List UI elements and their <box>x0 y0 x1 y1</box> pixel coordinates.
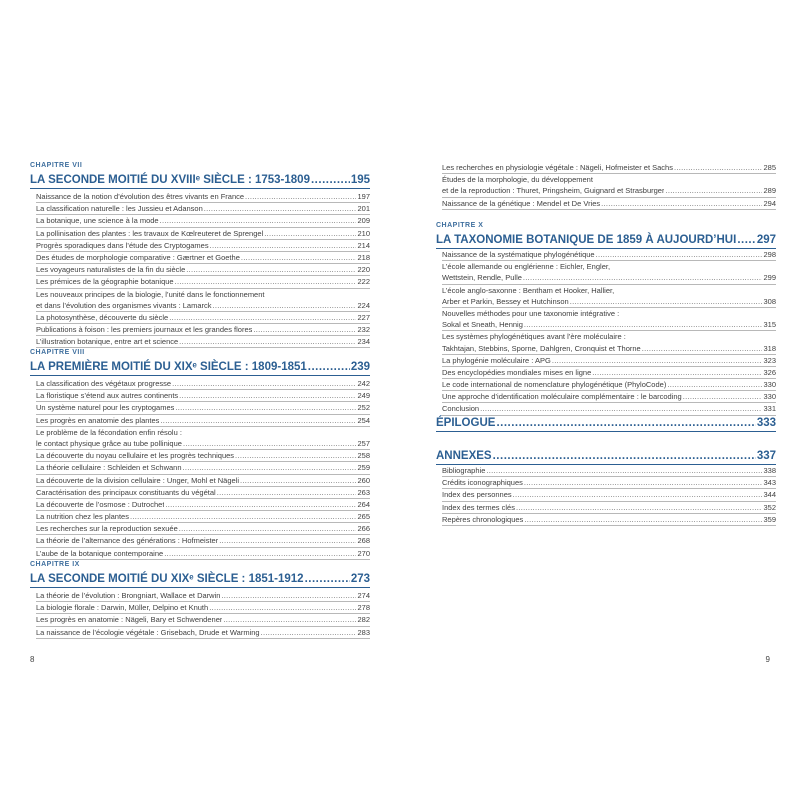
toc-entry-page-number: 285 <box>763 163 776 172</box>
toc-entry-page-number: 201 <box>357 204 370 214</box>
toc-entry[interactable] <box>36 312 370 324</box>
toc-entry-page-number: 274 <box>357 591 370 600</box>
toc-entry-text: L’illustration botanique, entre art et science <box>36 337 179 347</box>
toc-entry-page-number: 270 <box>357 548 370 558</box>
dot-leader <box>219 535 356 546</box>
chapter-title-link[interactable] <box>30 174 370 189</box>
dot-leader <box>305 573 350 585</box>
toc-entry-text: La classification naturelle : les Jussieu et Adanson <box>36 204 203 214</box>
dot-leader <box>674 162 763 173</box>
toc-entry[interactable] <box>36 240 370 252</box>
toc-entry[interactable] <box>442 379 776 391</box>
toc-entry-list <box>442 465 776 526</box>
toc-entry-list <box>36 590 370 639</box>
toc-entry-text: La découverte de l’osmose : Dutrochet <box>36 499 165 509</box>
toc-entry-text: Des encyclopédies mondiales mises en ligne <box>442 367 592 377</box>
dot-leader <box>172 378 356 389</box>
dot-leader <box>245 191 356 202</box>
toc-entry-text: Le problème de la fécondation enfin résolu : <box>36 427 182 437</box>
toc-entry[interactable] <box>36 191 370 203</box>
toc-entry[interactable] <box>36 475 370 487</box>
toc-entry-text: Les recherches en physiologie végétale : Nägeli, Hofmeister et Sachs <box>442 163 673 172</box>
dot-leader <box>683 391 763 402</box>
toc-entry-text: Naissance de la systématique phylogénétique <box>442 250 595 259</box>
toc-entry-page-number: 260 <box>357 475 370 485</box>
toc-entry-page-number: 326 <box>763 367 776 377</box>
toc-entry-page-number: 294 <box>763 198 776 208</box>
dot-leader <box>513 489 763 500</box>
dot-leader <box>240 475 356 486</box>
toc-entry-text: L’aube de la botanique contemporaine <box>36 548 164 558</box>
toc-entry-page-number: 282 <box>357 615 370 625</box>
toc-entry-page-number: 330 <box>763 380 776 390</box>
chapter-title-text: LA SECONDE MOITIÉ DU XVIIIᵉ SIÈCLE : 1753-1809 <box>30 174 310 186</box>
toc-entry-page-number: 252 <box>357 403 370 413</box>
toc-entry-list <box>36 191 370 348</box>
toc-entry-page-number: 242 <box>357 379 370 388</box>
toc-entry-page-number: 232 <box>357 325 370 335</box>
toc-entry-page-number: 352 <box>763 502 776 512</box>
toc-entry-text: La théorie cellulaire : Schleiden et Schwann <box>36 463 182 473</box>
toc-entry-page-number: 344 <box>763 490 776 500</box>
toc-entry-page-number: 222 <box>357 277 370 287</box>
dot-leader <box>737 234 756 246</box>
toc-entry-text: La découverte du noyau cellulaire et les progrès techniques <box>36 451 235 461</box>
toc-entry-page-number: 197 <box>357 192 370 201</box>
toc-entry[interactable] <box>442 185 776 197</box>
right-page <box>400 0 800 800</box>
toc-entry-page-number: 218 <box>357 252 370 262</box>
toc-entry-text: Les recherches sur la reproduction sexuée <box>36 524 178 534</box>
toc-entry-page-number: 323 <box>763 355 776 365</box>
toc-entry-text: Sokal et Sneath, Hennig <box>442 320 523 330</box>
chapter-title-text: LA PREMIÈRE MOITIÉ DU XIXᵉ SIÈCLE : 1809-1851 <box>30 361 307 373</box>
dot-leader <box>130 511 357 522</box>
toc-entry-page-number: 315 <box>763 320 776 330</box>
toc-entry[interactable] <box>36 548 370 560</box>
dot-leader <box>592 367 762 378</box>
toc-entry-page-number: 263 <box>357 487 370 497</box>
dot-leader <box>221 590 356 601</box>
toc-entry[interactable] <box>36 289 370 300</box>
toc-entry-page-number: 359 <box>763 514 776 524</box>
toc-entry[interactable] <box>36 462 370 474</box>
dot-leader <box>209 602 356 613</box>
toc-entry-text: Nouvelles méthodes pour une taxonomie intégrative : <box>442 308 620 318</box>
page-number: 8 <box>30 655 35 664</box>
toc-entry-text: La pollinisation des plantes : les travaux de Kœlreuteret de Sprengel <box>36 228 264 238</box>
toc-entry-text: Wettstein, Rendle, Pulle <box>442 273 522 283</box>
toc-entry[interactable] <box>442 465 776 477</box>
annexes-title-link[interactable] <box>436 450 776 465</box>
toc-entry-page-number: 331 <box>763 404 776 414</box>
dot-leader <box>179 523 357 534</box>
dot-leader <box>183 438 357 449</box>
toc-entry-page-number: 220 <box>357 265 370 275</box>
toc-entry-text: Naissance de la notion d’évolution des êtres vivants en France <box>36 192 245 201</box>
dot-leader <box>160 415 356 426</box>
toc-entry-text: La nutrition chez les plantes <box>36 512 129 522</box>
toc-entry[interactable] <box>36 252 370 264</box>
toc-entry[interactable] <box>442 367 776 379</box>
toc-entry-text: Arber et Parkin, Bessey et Hutchinson <box>442 296 569 306</box>
dot-leader <box>524 477 763 488</box>
dot-leader <box>665 185 762 196</box>
toc-entry[interactable] <box>36 614 370 626</box>
toc-entry[interactable] <box>442 477 776 489</box>
dot-leader <box>493 450 756 462</box>
toc-entry-text: Takhtajan, Stebbins, Sporne, Dahlgren, Cronquist et Thorne <box>442 343 641 353</box>
dot-leader <box>524 514 762 525</box>
toc-entry[interactable] <box>442 403 776 415</box>
dot-leader <box>596 249 763 260</box>
dot-leader <box>496 417 755 429</box>
toc-entry-page-number: 278 <box>357 603 370 613</box>
toc-entry-text: Le code international de nomenclature phylogénétique (PhyloCode) <box>442 380 667 390</box>
toc-entry[interactable] <box>36 499 370 511</box>
toc-entry-text: Repères chronologiques <box>442 514 524 524</box>
toc-entry[interactable] <box>442 198 776 210</box>
dot-leader <box>642 343 763 354</box>
toc-entry[interactable] <box>442 174 776 185</box>
toc-entry-page-number: 249 <box>357 391 370 401</box>
chapter-title-text: LA SECONDE MOITIÉ DU XIXᵉ SIÈCLE : 1851-1912 <box>30 573 304 585</box>
toc-entry-text: L’école anglo-saxonne : Bentham et Hooker, Hallier, <box>442 285 615 295</box>
toc-entry-list <box>442 249 776 416</box>
dot-leader <box>213 300 357 311</box>
toc-entry-page-number: 298 <box>763 250 776 259</box>
dot-leader <box>552 355 763 366</box>
toc-entry[interactable] <box>442 261 776 272</box>
toc-entry-page-number: 330 <box>763 392 776 402</box>
toc-entry[interactable] <box>36 402 370 414</box>
toc-entry[interactable] <box>36 487 370 499</box>
dot-leader <box>308 361 350 373</box>
chapter-title-text: ANNEXES <box>436 450 492 462</box>
toc-entry-list <box>36 378 370 560</box>
toc-entry-text: et dans l’évolution des organismes vivants : Lamarck <box>36 300 212 310</box>
toc-entry-text: Conclusion <box>442 404 480 414</box>
toc-entry[interactable] <box>36 203 370 215</box>
dot-leader <box>667 379 762 390</box>
toc-entry-page-number: 254 <box>357 415 370 425</box>
toc-entry[interactable] <box>36 300 370 312</box>
toc-entry-page-number: 338 <box>763 466 776 475</box>
chapter-page-number: 297 <box>756 234 776 246</box>
toc-entry-page-number: 268 <box>357 536 370 546</box>
toc-entry[interactable] <box>36 336 370 348</box>
toc-entry-text: Un système naturel pour les cryptogames <box>36 403 175 413</box>
dot-leader <box>186 264 356 275</box>
toc-entry[interactable] <box>442 391 776 403</box>
toc-entry-text: Bibliographie <box>442 466 486 475</box>
toc-entry-page-number: 259 <box>357 463 370 473</box>
toc-entry[interactable] <box>442 319 776 331</box>
chapter-title-link[interactable] <box>30 573 370 588</box>
toc-entry-text: Les prémices de la géographie botanique <box>36 277 174 287</box>
toc-entry[interactable] <box>36 438 370 450</box>
toc-entry-text: Les systèmes phylogénétiques avant l’ère moléculaire : <box>442 332 626 342</box>
toc-entry[interactable] <box>36 264 370 276</box>
toc-entry-page-number: 210 <box>357 228 370 238</box>
toc-entry-text: La botanique, une science à la mode <box>36 216 159 226</box>
toc-entry-text: La théorie de l’alternance des générations : Hofmeister <box>36 536 219 546</box>
toc-entry-text: La photosynthèse, découverte du siècle <box>36 312 169 322</box>
chapter-label: CHAPITRE IX <box>30 561 80 568</box>
toc-entry-text: Naissance de la génétique : Mendel et De Vries <box>442 198 601 208</box>
toc-entry[interactable] <box>36 511 370 523</box>
toc-entry[interactable] <box>442 249 776 261</box>
dot-leader <box>480 403 762 414</box>
dot-leader <box>165 499 356 510</box>
toc-entry-page-number: 283 <box>357 627 370 637</box>
dot-leader <box>179 390 356 401</box>
dot-leader <box>311 174 350 186</box>
chapter-title-text: LA TAXONOMIE BOTANIQUE DE 1859 À AUJOURD’HUI <box>436 234 737 246</box>
toc-entry-page-number: 227 <box>357 312 370 322</box>
toc-entry-text: Publications à foison : les premiers journaux et les grandes flores <box>36 325 253 335</box>
toc-entry[interactable] <box>442 296 776 308</box>
toc-entry[interactable] <box>36 378 370 390</box>
toc-entry[interactable] <box>442 331 776 342</box>
dot-leader <box>241 252 357 263</box>
dot-leader <box>601 198 762 209</box>
chapter-page-number: 195 <box>350 174 370 186</box>
toc-entry-text: Caractérisation des principaux constituants du végétal <box>36 487 216 497</box>
chapter-page-number: 337 <box>756 450 776 462</box>
chapter-page-number: 333 <box>756 417 776 429</box>
toc-entry[interactable] <box>36 427 370 438</box>
toc-entry-page-number: 308 <box>763 296 776 306</box>
dot-leader <box>253 324 356 335</box>
toc-entry-text: Les nouveaux principes de la biologie, l’unité dans le fonctionnement <box>36 289 265 299</box>
toc-entry[interactable] <box>442 162 776 174</box>
dot-leader <box>523 272 763 283</box>
toc-entry[interactable] <box>442 308 776 319</box>
chapter-label: CHAPITRE VIII <box>30 349 85 356</box>
toc-entry-text: La découverte de la division cellulaire : Unger, Mohl et Nägeli <box>36 475 240 485</box>
toc-entry-text: Index des termes clés <box>442 502 515 512</box>
toc-entry[interactable] <box>36 627 370 639</box>
toc-entry[interactable] <box>442 343 776 355</box>
toc-entry-text: Progrès sporadiques dans l’étude des Cryptogames <box>36 240 209 250</box>
toc-entry[interactable] <box>36 535 370 547</box>
dot-leader <box>183 462 357 473</box>
toc-entry[interactable] <box>442 272 776 284</box>
toc-entry-text: le contact physique grâce au tube pollinique <box>36 438 182 448</box>
chapter-title-text: ÉPILOGUE <box>436 417 496 429</box>
toc-entry[interactable] <box>36 215 370 227</box>
toc-entry-text: La phylogénie moléculaire : APG <box>442 355 551 365</box>
toc-entry[interactable] <box>442 502 776 514</box>
toc-entry-page-number: 318 <box>763 343 776 353</box>
toc-entry[interactable] <box>442 355 776 367</box>
dot-leader <box>486 465 762 476</box>
dot-leader <box>164 548 356 559</box>
dot-leader <box>175 276 357 287</box>
toc-entry-text: Une approche d’identification moléculaire complémentaire : le barcoding <box>442 392 682 402</box>
toc-entry[interactable] <box>36 450 370 462</box>
toc-entry-page-number: 214 <box>357 240 370 250</box>
dot-leader <box>516 502 763 513</box>
page-number: 9 <box>765 655 770 664</box>
toc-entry-list <box>442 162 776 210</box>
toc-entry-text: Les progrès en anatomie : Nägeli, Bary et Schwendener <box>36 615 223 625</box>
toc-entry-page-number: 289 <box>763 186 776 196</box>
toc-entry-text: La classification des végétaux progresse <box>36 379 172 388</box>
toc-entry-text: et de la reproduction : Thuret, Pringsheim, Guignard et Strasburger <box>442 186 665 196</box>
toc-entry-page-number: 209 <box>357 216 370 226</box>
chapter-title-link[interactable] <box>30 361 370 376</box>
toc-entry-page-number: 299 <box>763 273 776 283</box>
toc-entry[interactable] <box>36 276 370 288</box>
dot-leader <box>223 614 356 625</box>
toc-entry[interactable] <box>36 228 370 240</box>
toc-entry-page-number: 343 <box>763 478 776 488</box>
chapter-label: CHAPITRE VII <box>30 162 83 169</box>
chapter-title-link[interactable] <box>436 234 776 249</box>
dot-leader <box>204 203 357 214</box>
toc-entry-text: Les progrès en anatomie des plantes <box>36 415 160 425</box>
toc-entry[interactable] <box>36 590 370 602</box>
toc-entry-text: Crédits iconographiques <box>442 478 523 488</box>
toc-entry[interactable] <box>442 489 776 501</box>
toc-entry-text: Des études de morphologie comparative : Gærtner et Goethe <box>36 252 240 262</box>
dot-leader <box>179 336 356 347</box>
toc-entry[interactable] <box>442 285 776 296</box>
toc-entry-text: Index des personnes <box>442 490 512 500</box>
epilogue-title-link[interactable] <box>436 417 776 432</box>
toc-entry-text: La naissance de l’écologie végétale : Grisebach, Drude et Warming <box>36 627 260 637</box>
dot-leader <box>160 215 357 226</box>
toc-entry-text: Les voyageurs naturalistes de la fin du siècle <box>36 265 186 275</box>
chapter-label: CHAPITRE X <box>436 222 484 229</box>
toc-entry-page-number: 258 <box>357 451 370 461</box>
toc-entry-text: La floristique s’étend aux autres continents <box>36 391 179 401</box>
toc-entry-page-number: 234 <box>357 337 370 347</box>
dot-leader <box>261 627 357 638</box>
toc-entry[interactable] <box>36 602 370 614</box>
toc-entry-page-number: 266 <box>357 524 370 534</box>
dot-leader <box>217 487 357 498</box>
dot-leader <box>524 319 763 330</box>
toc-entry[interactable] <box>36 523 370 535</box>
chapter-page-number: 239 <box>350 361 370 373</box>
toc-entry-text: La théorie de l’évolution : Brongniart, Wallace et Darwin <box>36 591 221 600</box>
toc-entry[interactable] <box>442 514 776 526</box>
dot-leader <box>175 402 356 413</box>
dot-leader <box>570 296 763 307</box>
toc-entry-text: Études de la morphologie, du développement <box>442 175 593 185</box>
toc-entry[interactable] <box>36 390 370 402</box>
dot-leader <box>264 228 356 239</box>
toc-entry-text: L’école allemande ou englérienne : Eichler, Engler, <box>442 262 611 272</box>
toc-entry-page-number: 224 <box>357 300 370 310</box>
dot-leader <box>169 312 356 323</box>
toc-entry-page-number: 257 <box>357 438 370 448</box>
dot-leader <box>235 450 356 461</box>
toc-entry-page-number: 264 <box>357 499 370 509</box>
toc-entry-text: La biologie florale : Darwin, Müller, Delpino et Knuth <box>36 603 209 613</box>
toc-entry[interactable] <box>36 415 370 427</box>
toc-entry[interactable] <box>36 324 370 336</box>
chapter-page-number: 273 <box>350 573 370 585</box>
dot-leader <box>210 240 357 251</box>
toc-entry-page-number: 265 <box>357 512 370 522</box>
